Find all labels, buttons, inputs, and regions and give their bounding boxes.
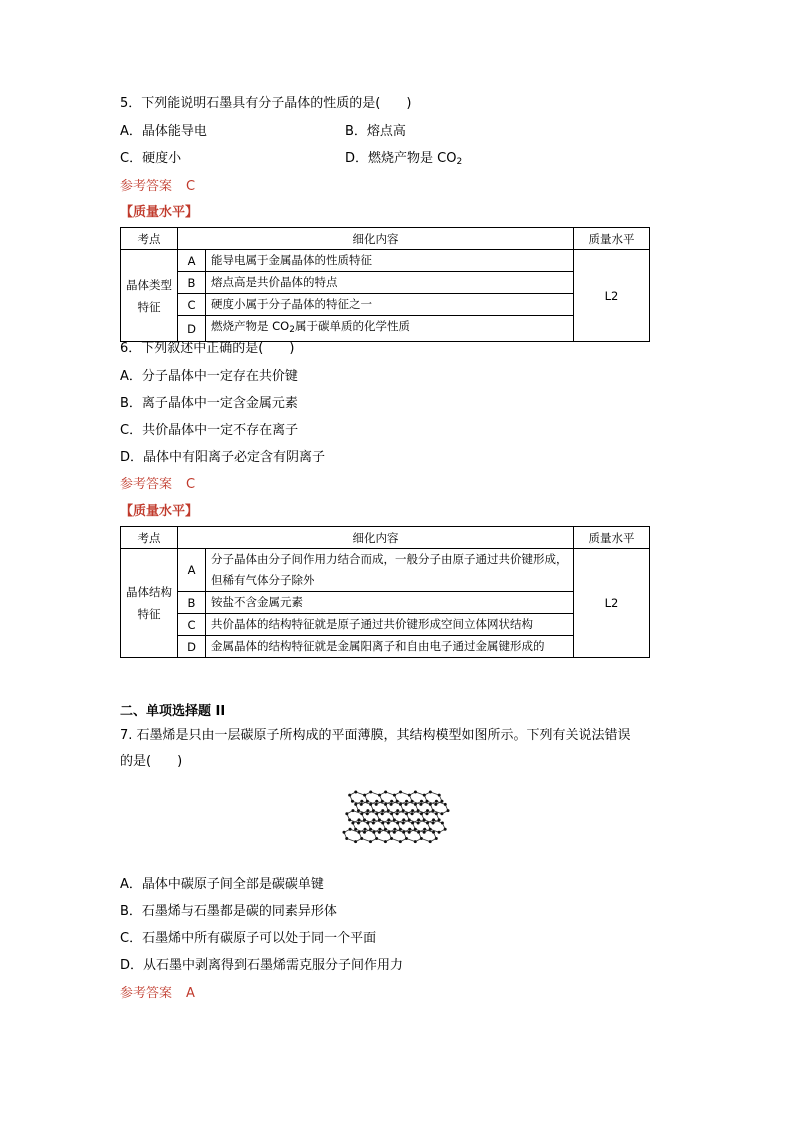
carbon-atom (411, 809, 414, 812)
carbon-atom (363, 794, 366, 797)
carbon-atom (360, 800, 363, 803)
q6-answer (120, 476, 195, 494)
carbon-atom (366, 809, 369, 812)
carbon-atom (360, 837, 363, 840)
carbon-atom (381, 800, 384, 803)
carbon-atom (381, 812, 384, 815)
carbon-atom (372, 831, 375, 834)
carbon-atom (396, 812, 399, 815)
q6-option-b: B．离子晶体中一定含金属元素 (120, 396, 298, 411)
carbon-atom (345, 812, 348, 815)
carbon-atom (357, 809, 360, 812)
table-header-level: 质量水平 (574, 527, 650, 549)
answer-label: 参考答案 (120, 477, 173, 492)
carbon-atom (345, 837, 348, 840)
carbon-atom (360, 803, 363, 806)
carbon-atom (441, 822, 444, 825)
q5-answer (120, 178, 195, 196)
carbon-atom (426, 822, 429, 825)
carbon-atom (357, 818, 360, 821)
carbon-atom (375, 800, 378, 803)
graphene-structure-figure (340, 788, 452, 870)
table-header-kaodian: 考点 (121, 228, 178, 250)
carbon-atom (372, 818, 375, 821)
table-row-content: 熔点高是共价晶体的特点 (206, 272, 574, 294)
carbon-atom (402, 822, 405, 825)
table-header-kaodian: 考点 (121, 527, 178, 549)
table-kaodian: 晶体结构特征 (121, 549, 178, 658)
table-row-letter: B (178, 272, 206, 294)
carbon-atom (438, 794, 441, 797)
carbon-atom (354, 803, 357, 806)
carbon-atom (402, 818, 405, 821)
q5-stem: 5．下列能说明石墨具有分子晶体的性质的是( ) (120, 96, 412, 111)
carbon-atom (375, 803, 378, 806)
table-row-letter: D (178, 316, 206, 342)
carbon-atom (417, 822, 420, 825)
carbon-atom (393, 828, 396, 831)
carbon-atom (384, 791, 387, 794)
carbon-atom (405, 837, 408, 840)
carbon-atom (384, 828, 387, 831)
carbon-atom (417, 818, 420, 821)
carbon-atom (354, 791, 357, 794)
carbon-atom (357, 822, 360, 825)
q7-option-c: C．石墨烯中所有碳原子可以处于同一个平面 (120, 931, 377, 946)
carbon-atom (387, 831, 390, 834)
table-row-content: 金属晶体的结构特征就是金属阳离子和自由电子通过金属键形成的 (206, 636, 574, 658)
carbon-atom (393, 818, 396, 821)
carbon-atom (375, 837, 378, 840)
carbon-atom (419, 803, 422, 806)
carbon-atom (387, 822, 390, 825)
carbon-atom (425, 812, 428, 815)
table-kaodian: 晶体类型特征 (121, 250, 178, 342)
q5-option-a: A．晶体能导电 (120, 124, 207, 139)
carbon-atom (378, 828, 381, 831)
carbon-atom (375, 812, 378, 815)
carbon-atom (420, 800, 423, 803)
table-row-content: 硬度小属于分子晶体的特征之一 (206, 294, 574, 316)
carbon-atom (414, 840, 417, 843)
table-row-content: 能导电属于金属晶体的性质特征 (206, 250, 574, 272)
carbon-atom (399, 803, 402, 806)
answer-label: 参考答案 (120, 986, 173, 1001)
carbon-atom (426, 800, 429, 803)
table-header-content: 细化内容 (178, 527, 574, 549)
carbon-atom (349, 828, 352, 831)
carbon-atom (429, 828, 432, 831)
answer-value: C (186, 477, 196, 492)
carbon-atom (364, 828, 367, 831)
carbon-atom (351, 822, 354, 825)
carbon-atom (363, 818, 366, 821)
answer-value: C (186, 179, 196, 194)
carbon-atom (420, 837, 423, 840)
carbon-atom (387, 818, 390, 821)
carbon-atom (357, 831, 360, 834)
carbon-atom (426, 809, 429, 812)
carbon-atom (396, 800, 399, 803)
q6-option-c: C．共价晶体中一定不存在离子 (120, 423, 299, 438)
carbon-atom (354, 828, 357, 831)
carbon-atom (351, 800, 354, 803)
carbon-atom (348, 794, 351, 797)
q7-option-b: B．石墨烯与石墨都是碳的同素异形体 (120, 904, 337, 919)
carbon-atom (363, 831, 366, 834)
table-row-letter: B (178, 592, 206, 614)
carbon-atom (432, 831, 435, 834)
carbon-atom (440, 800, 443, 803)
carbon-atom (399, 791, 402, 794)
carbon-atom (414, 803, 417, 806)
carbon-atom (423, 818, 426, 821)
carbon-atom (390, 837, 393, 840)
carbon-atom (432, 818, 435, 821)
q5-option-c: C．硬度小 (120, 151, 182, 166)
table-row-letter: C (178, 614, 206, 636)
carbon-atom (360, 812, 363, 815)
carbon-atom (372, 822, 375, 825)
carbon-atom (396, 822, 399, 825)
carbon-atom (408, 818, 411, 821)
answer-label: 参考答案 (120, 179, 173, 194)
table-row-letter: D (178, 636, 206, 658)
carbon-atom (440, 812, 443, 815)
carbon-atom (378, 794, 381, 797)
carbon-atom (405, 800, 408, 803)
carbon-atom (429, 803, 432, 806)
table-row-content: 燃烧产物是 $CO_2$属于碳单质的化学性质 (206, 316, 574, 342)
carbon-atom (408, 828, 411, 831)
carbon-atom (369, 840, 372, 843)
carbon-atom (381, 822, 384, 825)
carbon-atom (417, 809, 420, 812)
carbon-atom (372, 809, 375, 812)
carbon-atom (423, 828, 426, 831)
q6-quality-table (120, 526, 650, 658)
carbon-atom (444, 828, 447, 831)
q5-quality-tag: 【质量水平】 (120, 205, 199, 220)
carbon-atom (429, 791, 432, 794)
carbon-atom (402, 809, 405, 812)
carbon-atom (393, 794, 396, 797)
carbon-atom (393, 831, 396, 834)
q6-stem: 6．下列叙述中正确的是( ) (120, 341, 295, 356)
carbon-atom (384, 803, 387, 806)
carbon-atom (435, 812, 438, 815)
carbon-atom (369, 828, 372, 831)
carbon-atom (402, 831, 405, 834)
q6-option-d: D．晶体中有阳离子必定含有阴离子 (120, 450, 326, 465)
carbon-atom (438, 818, 441, 821)
carbon-atom (420, 812, 423, 815)
carbon-atom (432, 809, 435, 812)
table-level: L2 (574, 250, 650, 342)
carbon-atom (399, 828, 402, 831)
carbon-atom (348, 818, 351, 821)
carbon-atom (411, 800, 414, 803)
carbon-atom (444, 803, 447, 806)
carbon-atom (369, 803, 372, 806)
table-row-letter: A (178, 250, 206, 272)
carbon-atom (429, 840, 432, 843)
carbon-atom (438, 831, 441, 834)
carbon-atom (384, 840, 387, 843)
carbon-atom (435, 800, 438, 803)
q5-quality-table (120, 227, 650, 342)
carbon-atom (366, 800, 369, 803)
carbon-atom (381, 809, 384, 812)
q7-stem-line1: 7. 石墨烯是只由一层碳原子所构成的平面薄膜，其结构模型如图所示。下列有关说法错误 (120, 728, 631, 743)
carbon-atom (417, 831, 420, 834)
q7-option-a: A．晶体中碳原子间全部是碳碳单键 (120, 877, 324, 892)
carbon-atom (351, 809, 354, 812)
table-row-letter: A (178, 549, 206, 592)
carbon-atom (378, 818, 381, 821)
carbon-atom (411, 822, 414, 825)
carbon-atom (387, 809, 390, 812)
carbon-atom (369, 791, 372, 794)
table-header-level: 质量水平 (574, 228, 650, 250)
table-row-content: 分子晶体由分子间作用力结合而成，一般分子由原子通过共价键形成，但稀有气体分子除外 (206, 549, 574, 592)
carbon-atom (390, 800, 393, 803)
carbon-atom (408, 794, 411, 797)
q6-option-a: A．分子晶体中一定存在共价键 (120, 369, 298, 384)
carbon-atom (447, 809, 450, 812)
carbon-atom (411, 812, 414, 815)
carbon-atom (366, 822, 369, 825)
q6-quality-tag: 【质量水平】 (120, 504, 199, 519)
section-heading: 二、单项选择题 II (120, 704, 226, 719)
carbon-atom (390, 803, 393, 806)
table-level: L2 (574, 549, 650, 658)
table-header-content: 细化内容 (178, 228, 574, 250)
carbon-atom (354, 840, 357, 843)
carbon-atom (390, 812, 393, 815)
carbon-atom (423, 794, 426, 797)
q5-option-d: D．燃烧产物是 $CO_2$ (345, 151, 463, 167)
carbon-atom (414, 791, 417, 794)
carbon-atom (405, 812, 408, 815)
carbon-atom (408, 831, 411, 834)
carbon-atom (396, 809, 399, 812)
carbon-atom (423, 831, 426, 834)
carbon-atom (435, 837, 438, 840)
carbon-atom (434, 803, 437, 806)
q7-answer (120, 985, 195, 1003)
answer-value: A (186, 986, 195, 1001)
carbon-atom (414, 828, 417, 831)
carbon-atom (378, 831, 381, 834)
carbon-atom (399, 840, 402, 843)
carbon-atom (366, 812, 369, 815)
q7-option-d: D．从石墨中剥离得到石墨烯需克服分子间作用力 (120, 958, 404, 973)
q7-stem-line2: 的是( ) (120, 754, 183, 769)
carbon-atom (343, 831, 346, 834)
q5-option-b: B．熔点高 (345, 124, 406, 139)
carbon-atom (405, 803, 408, 806)
table-row-content: 铵盐不含金属元素 (206, 592, 574, 614)
table-row-content: 共价晶体的结构特征就是原子通过共价键形成空间立体网状结构 (206, 614, 574, 636)
table-row-letter: C (178, 294, 206, 316)
carbon-atom (432, 822, 435, 825)
